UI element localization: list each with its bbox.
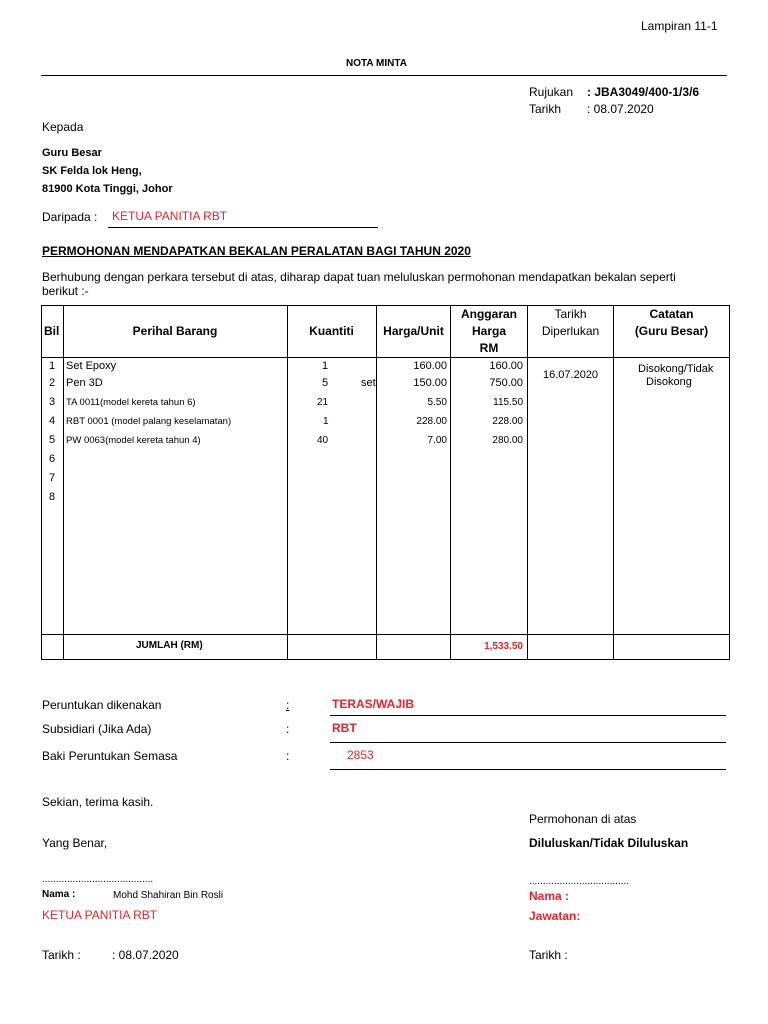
daripada-label: Daripada : bbox=[42, 210, 98, 224]
tarikh-value: : 08.07.2020 bbox=[587, 102, 654, 116]
row-bil: 8 bbox=[49, 491, 56, 503]
row-bil: 6 bbox=[49, 453, 56, 465]
header-tarikh-1: Tarikh bbox=[554, 307, 587, 321]
row-bil: 4 bbox=[49, 415, 56, 427]
row-harga: 7.00 bbox=[427, 435, 447, 446]
jumlah-value: 1,533.50 bbox=[484, 641, 523, 652]
subject-heading: PERMOHONAN MENDAPATKAN BEKALAN PERALATAN BAGI TAHUN 2020 bbox=[42, 244, 471, 258]
nama-label: Nama : bbox=[42, 889, 76, 900]
tarikh-label: Tarikh bbox=[529, 102, 562, 116]
rujukan-value: : JBA3049/400-1/3/6 bbox=[587, 85, 700, 99]
approval-tarikh-label: Tarikh : bbox=[529, 948, 568, 962]
lampiran-label: Lampiran 11-1 bbox=[641, 19, 718, 33]
row-bil: 5 bbox=[49, 434, 56, 446]
row-kuantiti: 5 bbox=[322, 377, 329, 389]
table-total-border bbox=[41, 634, 730, 635]
row-bil: 2 bbox=[49, 377, 56, 389]
header-anggaran-2: Harga bbox=[471, 324, 506, 338]
table-col-divider bbox=[450, 305, 451, 659]
intro-text-line-2: berikut :- bbox=[42, 284, 89, 298]
row-anggaran: 115.50 bbox=[493, 397, 523, 408]
header-kuantiti: Kuantiti bbox=[309, 324, 354, 338]
header-perihal: Perihal Barang bbox=[132, 324, 218, 338]
peruntukan-underline bbox=[330, 715, 726, 716]
recipient-line-2: SK Felda lok Heng, bbox=[42, 165, 142, 177]
intro-text-line-1: Berhubung dengan perkara tersebut di atas, diharap dapat tuan meluluskan permohonan mendapatkan bekalan seperti bbox=[42, 270, 676, 284]
table-col-divider bbox=[287, 305, 288, 659]
nama-value: Mohd Shahiran Bin Rosli bbox=[113, 890, 224, 901]
row-anggaran: 750.00 bbox=[489, 377, 523, 389]
permohonan-text: Permohonan di atas bbox=[529, 812, 637, 826]
baki-label: Baki Peruntukan Semasa bbox=[42, 749, 178, 763]
row-kuantiti: 40 bbox=[317, 435, 329, 446]
jumlah-label: JUMLAH (RM) bbox=[136, 640, 203, 651]
kepada-label: Kepada bbox=[42, 120, 84, 134]
catatan-line-1: Disokong/Tidak bbox=[638, 363, 714, 375]
table-col-divider bbox=[527, 305, 528, 659]
daripada-value: KETUA PANITIA RBT bbox=[112, 209, 228, 223]
row-bil: 1 bbox=[49, 360, 56, 372]
row-perihal: Set Epoxy bbox=[66, 360, 117, 372]
table-col-divider bbox=[729, 305, 730, 659]
peruntukan-value: TERAS/WAJIB bbox=[332, 697, 415, 711]
row-kuantiti: 21 bbox=[317, 397, 329, 408]
row-bil: 7 bbox=[49, 472, 56, 484]
jawatan-value: KETUA PANITIA RBT bbox=[42, 908, 158, 922]
header-harga-unit: Harga/Unit bbox=[383, 324, 444, 338]
yang-benar-text: Yang Benar, bbox=[42, 836, 108, 850]
table-top-border bbox=[41, 305, 730, 306]
tarikh-diperlukan-value: 16.07.2020 bbox=[543, 369, 599, 381]
row-harga: 228.00 bbox=[416, 416, 447, 427]
approval-jawatan-label: Jawatan: bbox=[529, 909, 581, 923]
table-col-divider bbox=[63, 305, 64, 659]
subsidiari-colon: : bbox=[286, 722, 290, 736]
row-perihal: RBT 0001 (model palang keselamatan) bbox=[66, 416, 232, 427]
row-anggaran: 228.00 bbox=[492, 416, 523, 427]
title-divider bbox=[41, 75, 727, 76]
row-perihal: TA 0011(model kereta tahun 6) bbox=[66, 397, 196, 408]
row-unit: set bbox=[361, 377, 376, 389]
header-anggaran-1: Anggaran bbox=[460, 307, 517, 321]
rujukan-label: Rujukan bbox=[529, 85, 574, 99]
signature-line-right: .................................... bbox=[529, 876, 630, 887]
closing-tarikh-label: Tarikh : bbox=[42, 948, 81, 962]
baki-colon: : bbox=[286, 749, 290, 763]
header-tarikh-2: Diperlukan bbox=[541, 324, 600, 338]
signature-line-left: ........................................ bbox=[42, 874, 154, 885]
baki-value: 2853 bbox=[347, 748, 374, 762]
table-header-border bbox=[41, 357, 730, 358]
table-col-divider bbox=[376, 305, 377, 659]
peruntukan-label: Peruntukan dikenakan bbox=[42, 698, 162, 712]
table-bottom-border bbox=[41, 659, 730, 660]
recipient-line-1: Guru Besar bbox=[42, 147, 102, 159]
approval-nama-label: Nama : bbox=[529, 889, 570, 903]
row-perihal: PW 0063(model kereta tahun 4) bbox=[66, 435, 201, 446]
header-bil: Bil bbox=[44, 324, 60, 338]
row-anggaran: 160.00 bbox=[489, 360, 523, 372]
page-title: NOTA MINTA bbox=[346, 58, 407, 69]
row-bil: 3 bbox=[49, 396, 56, 408]
subsidiari-value: RBT bbox=[332, 721, 357, 735]
header-anggaran-3: RM bbox=[479, 341, 499, 355]
peruntukan-colon: : bbox=[286, 698, 290, 712]
row-kuantiti: 1 bbox=[322, 360, 329, 372]
row-harga: 160.00 bbox=[413, 360, 447, 372]
row-perihal: Pen 3D bbox=[66, 377, 103, 389]
row-kuantiti: 1 bbox=[323, 416, 329, 427]
header-catatan-2: (Guru Besar) bbox=[634, 324, 709, 338]
row-anggaran: 280.00 bbox=[492, 435, 523, 446]
table-col-divider bbox=[613, 305, 614, 659]
catatan-line-2: Disokong bbox=[646, 376, 692, 388]
subsidiari-label: Subsidiari (Jika Ada) bbox=[42, 722, 152, 736]
approval-status: Diluluskan/Tidak Diluluskan bbox=[529, 836, 689, 850]
baki-underline bbox=[330, 769, 726, 770]
header-catatan-1: Catatan bbox=[649, 307, 694, 321]
table-col-divider bbox=[41, 305, 42, 659]
closing-tarikh-value: : 08.07.2020 bbox=[112, 948, 179, 962]
daripada-underline bbox=[108, 227, 378, 228]
recipient-line-3: 81900 Kota Tinggi, Johor bbox=[42, 183, 173, 195]
row-harga: 5.50 bbox=[427, 397, 447, 408]
row-harga: 150.00 bbox=[413, 377, 447, 389]
sekian-text: Sekian, terima kasih. bbox=[42, 795, 154, 809]
subsidiari-underline bbox=[330, 742, 726, 743]
